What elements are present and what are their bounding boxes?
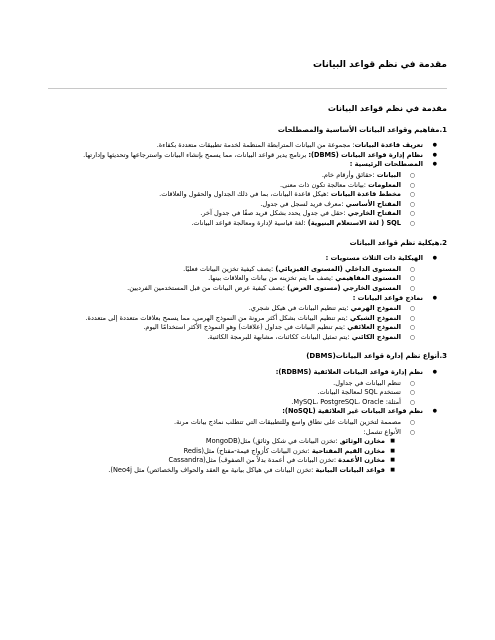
term-text: : مجموعة من البيانات المترابطة المنظمة لخدمة تطبيقات متعددة بكفاءة. <box>156 141 355 150</box>
term-label: الهيكلية ذات الثلاث مستويات : <box>325 254 423 263</box>
term-label: النموذج الكائني <box>351 332 401 341</box>
term-label: المستوى الداخلي (المستوى الفيزيائي) <box>275 264 401 273</box>
list-item <box>36 407 447 475</box>
list-item <box>36 274 423 284</box>
term-label: المصطلحات الرئيسية : <box>349 160 423 169</box>
term-label: مخازن الوثائق <box>339 437 385 446</box>
list-item <box>36 466 401 476</box>
nosql-sublist <box>36 418 423 476</box>
term-text: :يتم تنظيم البيانات في جداول (علاقات) وهو النموذج الأكثر استخدامًا اليوم. <box>143 323 348 332</box>
list-item <box>36 171 423 181</box>
section-1-title: 1.مفاهيم وقواعد البيانات الأساسية والمصطلحات <box>277 125 447 134</box>
term-label: نظم قواعد البيانات غير العلائقية (NoSQL): <box>282 407 423 416</box>
list-item <box>36 456 401 466</box>
term-text: :تخزن البيانات في هياكل بيانية مع العقد والحواف والخصائص) مثل Neo4j). <box>108 466 316 474</box>
rdbms-sublist <box>36 379 423 408</box>
list-item <box>36 141 447 151</box>
list-item <box>36 323 423 333</box>
term-text: :يتم تنظيم البيانات في هيكل شجري. <box>248 304 351 313</box>
term-text: :يصف كيفية عرض البيانات من قبل المستخدمين الفرديين. <box>127 283 288 292</box>
term-text: :تخزن البيانات في شكل وثائق) مثل(MongoDB <box>205 437 340 446</box>
term-text: :معرف فريد لسجل في جدول. <box>260 199 346 208</box>
term-label: النموذج العلائقي <box>347 323 401 332</box>
term-text: :تخزن البيانات في أعمدة بدلاً من الصفوف) مثل(Cassandra <box>168 456 339 465</box>
terms-sublist <box>36 171 423 229</box>
list-item: ○ تستخدم SQL لمعالجة البيانات. <box>36 388 423 398</box>
list-item <box>36 368 447 407</box>
term-label: مخطط قاعدة البيانات <box>330 190 401 199</box>
term-label: نظم إدارة قواعد البيانات العلائقية (RDBMS): <box>275 368 423 377</box>
term-text: :لغة قياسية لإدارة ومعالجة قواعد البيانات. <box>191 218 308 227</box>
term-text: :تخزن البيانات كأزواج قيمة-مفتاح) مثل(Redis <box>183 446 312 455</box>
list-item <box>36 284 423 294</box>
term-label: النموذج الشبكي <box>349 313 401 322</box>
list-item <box>36 447 401 457</box>
list-item <box>36 160 447 228</box>
term-text: :يصف كيفية تخزين البيانات فعليًا. <box>183 264 276 273</box>
term-label: المستوى الخارجي (مستوى العرض) <box>287 283 401 292</box>
term-label: المفتاح الأساسي <box>345 199 401 208</box>
list-item <box>36 209 423 219</box>
term-text: :حقل في جدول يحدد بشكل فريد صفًا في جدول آخر. <box>200 209 348 218</box>
list-item <box>36 200 423 210</box>
term-text: :حقائق وأرقام خام. <box>321 170 377 179</box>
term-text: :يتم تمثيل البيانات ككائنات، مشابهة للبرمجة الكائنية. <box>207 332 352 341</box>
term-label: البيانات <box>376 170 401 179</box>
list-item: ○ تنظم البيانات في جداول. <box>36 379 423 389</box>
term-text: :هيكل قاعدة البيانات، بما في ذلك الجداول والحقول والعلاقات. <box>159 190 331 199</box>
list-item <box>36 294 447 343</box>
models-sublist <box>36 304 423 342</box>
term-label: المفتاح الخارجي <box>347 209 401 218</box>
list-item <box>36 437 401 447</box>
term-label: المعلومات <box>368 180 401 189</box>
term-label: مخازن الأعمدة <box>338 456 385 465</box>
section-3-title: 3.أنواع نظم إدارة قواعد البيانات(DBMS) <box>306 352 447 361</box>
section-2-title: 2.هيكلية نظم قواعد البيانات <box>349 238 447 247</box>
list-item <box>36 181 423 191</box>
list-item <box>36 254 447 293</box>
term-text: برنامج يدير قواعد البيانات، مما يسمح بإنشاء البيانات واسترجاعها وتحديثها وإدارتها. <box>83 150 309 159</box>
document-body <box>36 104 447 476</box>
types-label: الأنواع تشمل: <box>363 427 401 436</box>
main-heading: مقدمة في نظم قواعد البيانات <box>327 104 447 113</box>
title-divider <box>48 88 447 89</box>
list-item <box>36 428 423 476</box>
term-text: :يصف ما يتم تخزينه من بيانات والعلاقات بينها. <box>208 274 336 283</box>
list-item <box>36 219 423 229</box>
term-label: نظام إدارة قواعد البيانات (DBMS): <box>308 150 423 159</box>
list-item <box>36 151 447 161</box>
nosql-types-sublist <box>36 437 401 475</box>
term-label: تعريف قاعدة البيانات <box>354 141 423 150</box>
term-label: المستوى المفاهيمي <box>335 274 401 283</box>
term-text: :يتم تنظيم البيانات بشكل أكثر مرونة من النموذج الهرمي، مما يسمح بعلاقات متعددة إلى متعددة. <box>85 313 350 322</box>
term-label: نماذج قواعد البيانات : <box>352 293 423 302</box>
list-item <box>36 265 423 275</box>
section-1-list <box>36 141 447 228</box>
list-item <box>36 314 423 324</box>
section-3-list <box>36 368 447 476</box>
levels-sublist <box>36 265 423 294</box>
list-item <box>36 190 423 200</box>
term-label: قواعد البيانات البيانية <box>315 466 385 474</box>
list-item: ○ مصممة لتخزين البيانات على نطاق واسع وللتطبيقات التي تتطلب نماذج بيانات مرنة. <box>36 418 423 428</box>
document-title: مقدمة في نظم قواعد البيانات <box>313 60 447 70</box>
term-label: مخازن القيم المفتاحية <box>311 446 385 455</box>
term-text: :بيانات معالجة تكون ذات معنى. <box>280 180 369 189</box>
list-item <box>36 304 423 314</box>
list-item <box>36 333 423 343</box>
section-2-list <box>36 254 447 342</box>
term-label: SQL ( لغة الاستعلام البنيوية) <box>307 218 401 227</box>
term-label: النموذج الهرمي <box>350 304 401 313</box>
list-item: ○ أمثلة: MySQL، PostgreSQL، Oracle. <box>36 398 423 408</box>
